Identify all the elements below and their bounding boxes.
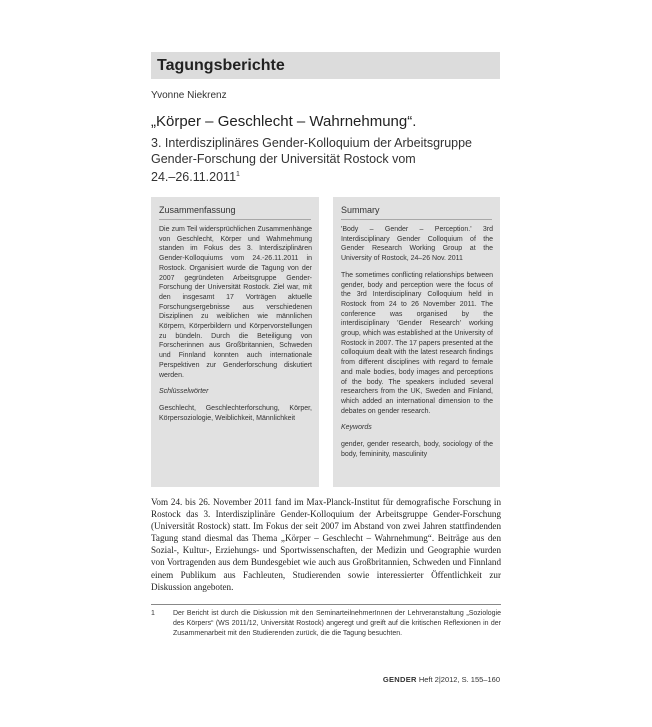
section-title: Tagungsberichte xyxy=(157,57,285,74)
subtitle-line: Gender-Forschung der Universität Rostock vom xyxy=(151,152,416,166)
footnote-text: Der Bericht ist durch die Diskussion mit den SeminarteilnehmerInnen der Lehrveranstaltung „Soziologie des Körpers“ (WS 2011/12, Universität Rostock) angeregt und greift auf die kritischen Reflexionen in der Zusammenarbeit mit den Studierenden zurück, die die Tagung besuchten. xyxy=(173,610,501,637)
subtitle-line xyxy=(151,167,511,185)
summary-box xyxy=(333,197,500,487)
body-paragraph: Vom 24. bis 26. November 2011 fand im Max-Planck-Institut für demografische Forschung in Rostock das 3. Interdisziplinäre Gender-Kolloquium der Arbeitsgruppe Gender-Forschung (Universität Rostock) statt. Im Fokus der seit 2007 im Abstand von zwei Jahren stattfindenden Tagung stand diesmal das Thema „Körper – Geschlecht – Wahrnehmung“. Beiträge aus den Sozial-, Kultur-, Erziehungs- und Sportwissenschaften, der Medizin und Geographie wurden von Vortragenden aus dem Bundesgebiet wie auch aus Großbritannien, Schweden und Finnland einem Publikum aus Fachleuten, Studierenden sowie interessierter Öffentlichkeit zur Diskussion angeboten. xyxy=(151,497,501,592)
zusammenfassung-body xyxy=(159,225,312,430)
footnote-divider xyxy=(151,604,501,605)
subtitle-line: 3. Interdisziplinäres Gender-Kolloquium der Arbeitsgruppe xyxy=(151,136,473,150)
schluesselwoerter-label: Schlüsselwörter xyxy=(159,388,209,396)
article-title: „Körper – Geschlecht – Wahrnehmung“. xyxy=(151,113,417,130)
divider xyxy=(341,219,492,220)
schluesselwoerter-text: Geschlecht, Geschlechterforschung, Körper, Körpersoziologie, Weiblichkeit, Männlichkeit xyxy=(159,404,312,422)
footnote xyxy=(151,609,501,639)
author-name: Yvonne Niekrenz xyxy=(151,90,227,101)
summary-heading: Summary xyxy=(341,205,380,215)
subtitle-date: 24.–26.11.2011 xyxy=(151,170,237,185)
article-subtitle xyxy=(151,135,511,185)
summary-text: The sometimes conflicting relationships between gender, body and perception were the focus of the 3rd Interdisciplinary Colloquium held in Rostock from 24 to 26 November 2011. The conference was organised by the interdisciplinary 'Gender Research' working group, which was established at the University of Rostock in 2007. The 17 papers presented at the colloquium dealt with the latest research findings from different disciplines with regard to female and male bodies, body images and perceptions of the body. The speakers included several researchers from the UK, Sweden and Finland, which added an international dimension to the debates on gender research. xyxy=(341,271,493,415)
keywords-text: gender, gender research, body, sociology of the body, femininity, masculinity xyxy=(341,441,493,458)
journal-citation: Heft 2|2012, S. 155–160 xyxy=(418,675,500,684)
zusammenfassung-text: Die zum Teil widersprüchlichen Zusammenhänge von Geschlecht, Körper und Wahrnehmung standen im Fokus des 3. Interdisziplinären Gender-Kolloquiums vom 24.-26.11.2011 in Rostock. Organisiert wurde die Tagung von der 2007 gegründeten Arbeitsgruppe Gender-Forschung der Universität Rostock. Ziel war, mit den insgesamt 17 Vorträgen aktuelle Forschungsergebnisse aus verschiedenen Disziplinen zu weiblichen wie männlichen Körpern, Körperbildern und Körpervorstellungen zu bündeln. Durch die Beteiligung von Forscherinnen aus Großbritannien, Schweden und Finnland konnten auch internationale Perspektiven zur Genderforschung diskutiert werden. xyxy=(159,226,312,379)
summary-title-paragraph: 'Body – Gender – Perception.' 3rd Interdisciplinary Gender Colloquium of the Gender Research Working Group at the University of Rostock, 24–26 Nov. 2011 xyxy=(341,226,493,263)
divider xyxy=(159,219,311,220)
journal-name: GENDER xyxy=(382,675,417,684)
footnote-number: 1 xyxy=(151,610,155,617)
footnote-marker[interactable]: 1 xyxy=(236,171,240,178)
zusammenfassung-box xyxy=(151,197,319,487)
summary-body xyxy=(341,225,493,466)
keywords-label: Keywords xyxy=(341,424,372,432)
page-footer xyxy=(383,675,500,684)
zusammenfassung-heading: Zusammenfassung xyxy=(159,205,236,215)
